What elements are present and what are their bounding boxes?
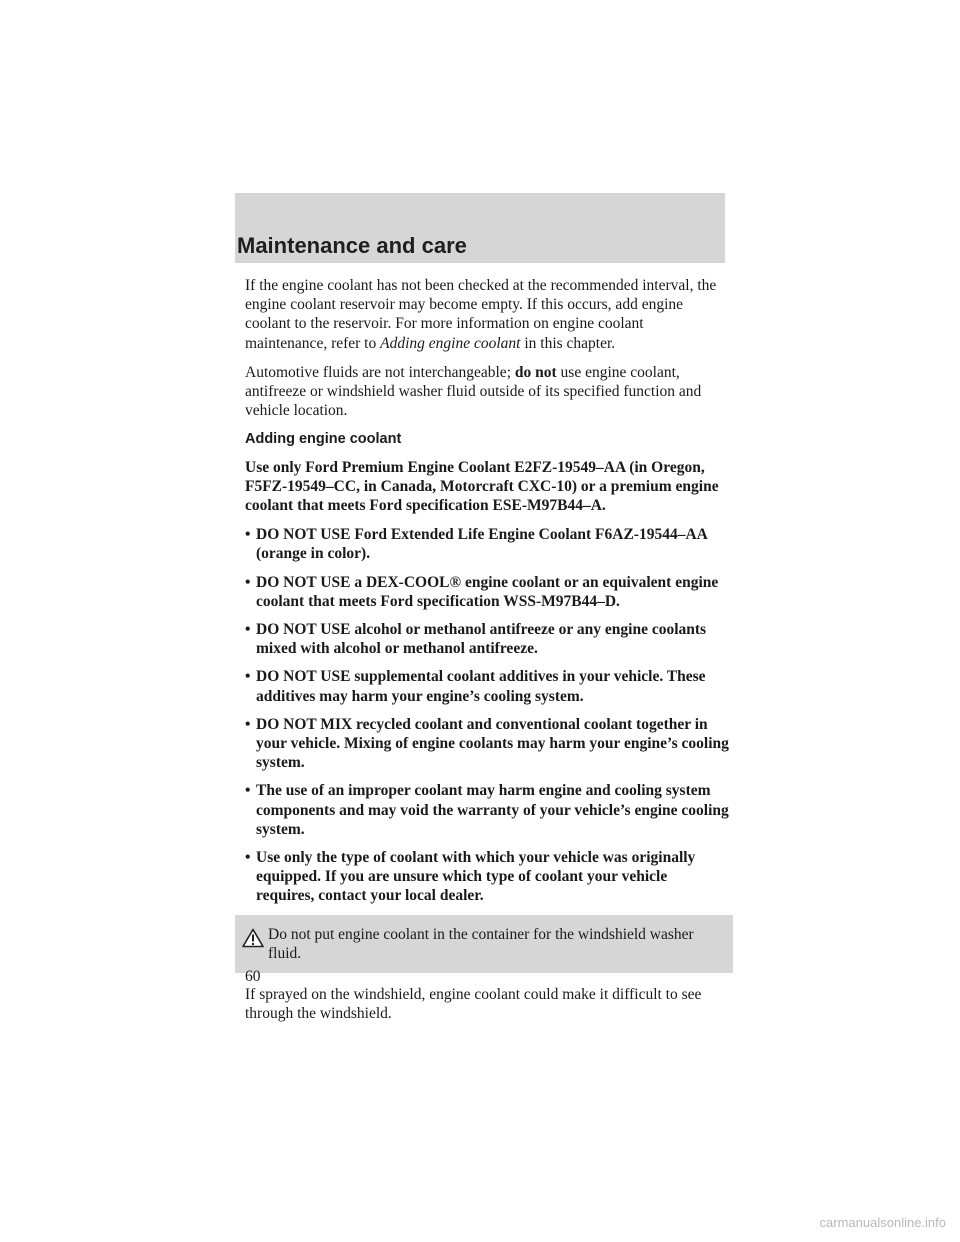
closing-paragraph: If sprayed on the windshield, engine coolant could make it difficult to see through the windshield. [245, 986, 702, 1023]
list-item: • DO NOT USE alcohol or methanol antifreeze or any engine coolants mixed with alcohol or methanol antifreeze. [245, 621, 707, 658]
list-item: • DO NOT USE Ford Extended Life Engine Coolant F6AZ-19544–AA (orange in color). [245, 526, 707, 563]
list-item: • The use of an improper coolant may harm engine and cooling system components and may void the warranty of your vehicle’s engine cooling system. [245, 782, 729, 838]
intro-paragraph-2: Automotive fluids are not interchangeable; do not use engine coolant, antifreeze or windshield washer fluid outside of its specified function and vehicle location. [245, 363, 702, 420]
warning-triangle-icon [242, 928, 264, 948]
page-title: Maintenance and care [237, 233, 467, 258]
warning-text: Do not put engine coolant in the container for the windshield washer fluid. [268, 925, 694, 962]
page-content [245, 276, 729, 1034]
section-heading: Adding engine coolant [245, 431, 402, 448]
watermark: carmanualsonline.info [819, 1215, 946, 1230]
list-item: • Use only the type of coolant with which your vehicle was originally equipped. If you are unsure which type of coolant your vehicle requires, contact your local dealer. [245, 849, 696, 905]
list-item: • DO NOT MIX recycled coolant and conventional coolant together in your vehicle. Mixing of engine coolants may harm your engine’s cooling system. [245, 715, 729, 772]
page-number: 60 [245, 968, 261, 985]
list-item: • DO NOT USE a DEX-COOL® engine coolant or an equivalent engine coolant that meets Ford specification WSS-M97B44–D. [245, 573, 719, 610]
coolant-warnings-list [245, 525, 729, 905]
list-item: • DO NOT USE supplemental coolant additives in your vehicle. These additives may harm your engine’s cooling system. [245, 668, 706, 705]
coolant-spec-paragraph: Use only Ford Premium Engine Coolant E2FZ-19549–AA (in Oregon, F5FZ-19549–CC, in Canada, Motorcraft CXC-10) or a premium engine coolant that meets Ford specification ESE-M97B44–A. [245, 458, 719, 515]
cross-reference-link: Adding engine coolant [380, 334, 521, 352]
warning-box [235, 915, 733, 973]
intro-paragraph-1: If the engine coolant has not been checked at the recommended interval, the engine coolant reservoir may become empty. If this occurs, add engine coolant to the reservoir. For more information on engine coolant maintenance, refer to Adding engine coolant in this chapter. [245, 277, 717, 352]
